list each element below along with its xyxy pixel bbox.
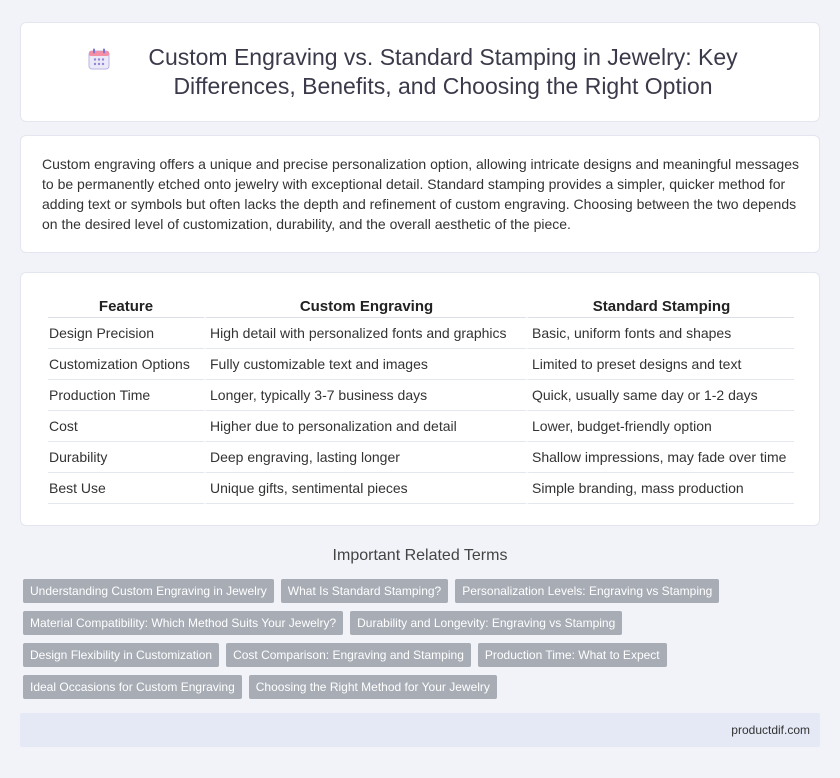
comparison-card	[20, 272, 820, 526]
table-row	[48, 349, 794, 380]
table-cell: Longer, typically 3-7 business days	[204, 380, 526, 411]
related-terms-title: Important Related Terms	[332, 547, 508, 564]
table-row	[48, 318, 794, 349]
table-cell: Shallow impressions, may fade over time	[526, 442, 794, 473]
calendar-icon	[87, 47, 111, 71]
title-card	[20, 22, 820, 122]
table-cell: Unique gifts, sentimental pieces	[204, 473, 526, 504]
table-cell: Limited to preset designs and text	[526, 349, 794, 380]
table-cell: Design Precision	[48, 318, 204, 349]
table-header-row	[48, 295, 794, 318]
header-standard-stamping: Standard Stamping	[526, 295, 794, 318]
table-cell: Basic, uniform fonts and shapes	[526, 318, 794, 349]
table-cell: Production Time	[48, 380, 204, 411]
table-cell: Fully customizable text and images	[204, 349, 526, 380]
tag-row	[23, 675, 803, 699]
table-row	[48, 442, 794, 473]
tag-row	[23, 611, 803, 635]
table-cell: Deep engraving, lasting longer	[204, 442, 526, 473]
footer	[20, 713, 820, 747]
table-cell: Customization Options	[48, 349, 204, 380]
intro-text: Custom engraving offers a unique and precise personalization option, allowing intricate designs and meaningful messages to be permanently etched onto jewelry with exceptional detail. Standard stamping provides a simpler, quicker method for adding text or symbols but often lacks the depth and refinement of custom engraving. Choosing between the two depends on the desired level of customization, durability, and the overall aesthetic of the piece.	[42, 156, 799, 232]
page-title: Custom Engraving vs. Standard Stamping in Jewelry: Key Differences, Benefits, and Choosing the Right Option	[148, 44, 738, 99]
table-cell: High detail with personalized fonts and graphics	[204, 318, 526, 349]
related-term-tag[interactable]: Choosing the Right Method for Your Jewelry	[249, 675, 497, 699]
footer-site-link[interactable]: productdif.com	[731, 723, 810, 737]
title-wrap	[87, 43, 753, 101]
related-term-tag[interactable]: Ideal Occasions for Custom Engraving	[23, 675, 242, 699]
related-term-tag[interactable]: Cost Comparison: Engraving and Stamping	[226, 643, 471, 667]
related-terms-tags	[23, 579, 803, 707]
table-row	[48, 380, 794, 411]
related-term-tag[interactable]: Durability and Longevity: Engraving vs Stamping	[350, 611, 622, 635]
related-term-tag[interactable]: Design Flexibility in Customization	[23, 643, 219, 667]
header-custom-engraving: Custom Engraving	[204, 295, 526, 318]
table-cell: Durability	[48, 442, 204, 473]
related-term-tag[interactable]: Material Compatibility: Which Method Suits Your Jewelry?	[23, 611, 343, 635]
intro-card	[20, 135, 820, 253]
table-cell: Best Use	[48, 473, 204, 504]
table-row	[48, 411, 794, 442]
tag-row	[23, 579, 803, 603]
table-cell: Cost	[48, 411, 204, 442]
related-term-tag[interactable]: Personalization Levels: Engraving vs Stamping	[455, 579, 719, 603]
related-term-tag[interactable]: Understanding Custom Engraving in Jewelry	[23, 579, 274, 603]
comparison-table	[48, 295, 794, 504]
table-cell: Quick, usually same day or 1-2 days	[526, 380, 794, 411]
table-cell: Lower, budget-friendly option	[526, 411, 794, 442]
related-term-tag[interactable]: What Is Standard Stamping?	[281, 579, 448, 603]
related-term-tag[interactable]: Production Time: What to Expect	[478, 643, 667, 667]
table-cell: Higher due to personalization and detail	[204, 411, 526, 442]
table-row	[48, 473, 794, 504]
header-feature: Feature	[48, 295, 204, 318]
tag-row	[23, 643, 803, 667]
table-cell: Simple branding, mass production	[526, 473, 794, 504]
